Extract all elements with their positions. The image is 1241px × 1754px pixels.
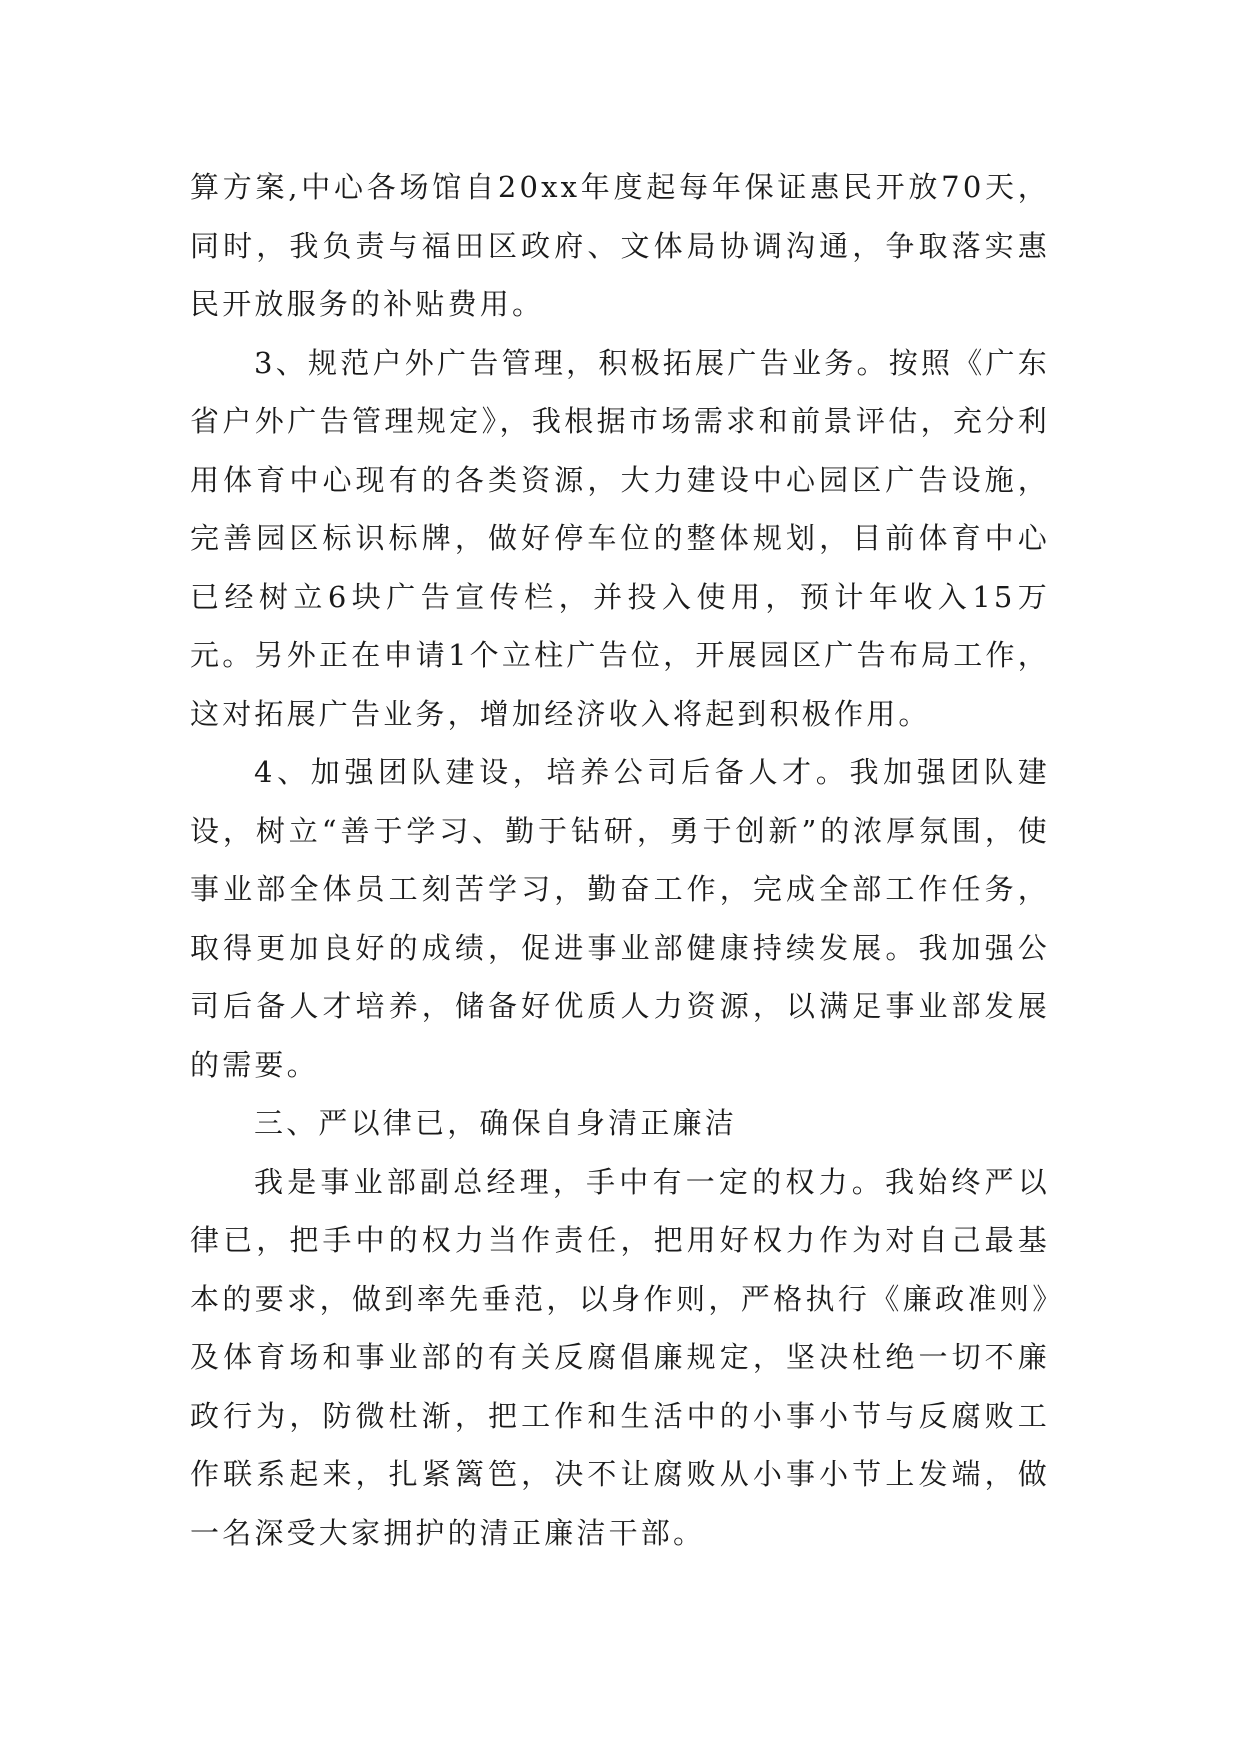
document-body [190,158,1050,1562]
paragraph-outdoor-advertising: 3、规范户外广告管理，积极拓展广告业务。按照《广东省户外广告管理规定》，我根据市场需求和前景评估，充分利用体育中心现有的各类资源，大力建设中心园区广告设施，完善园区标识标牌，做好停车位的整体规划，目前体育中心已经树立6块广告宣传栏，并投入使用，预计年收入15万元。另外正在申请1个立柱广告位，开展园区广告布局工作，这对拓展广告业务，增加经济收入将起到积极作用。 [190,345,1050,731]
section-heading-integrity: 三、严以律已，确保自身清正廉洁 [254,1106,738,1140]
paragraph-budget-continuation: 算方案,中心各场馆自20xx年度起每年保证惠民开放70天，同时，我负责与福田区政府、文体局协调沟通，争取落实惠民开放服务的补贴费用。 [190,170,1050,321]
paragraph-team-building: 4、加强团队建设，培养公司后备人才。我加强团队建设，树立“善于学习、勤于钻研，勇于创新”的浓厚氛围，使事业部全体员工刻苦学习，勤奋工作，完成全部工作任务，取得更加良好的成绩，促进事业部健康持续发展。我加强公司后备人才培养，储备好优质人力资源，以满足事业部发展的需要。 [190,755,1050,1082]
paragraph-integrity: 我是事业部副总经理，手中有一定的权力。我始终严以律已，把手中的权力当作责任，把用好权力作为对自己最基本的要求，做到率先垂范，以身作则，严格执行《廉政准则》及体育场和事业部的有关反腐倡廉规定，坚决杜绝一切不廉政行为，防微杜渐，把工作和生活中的小事小节与反腐败工作联系起来，扎紧篱笆，决不让腐败从小事小节上发端，做一名深受大家拥护的清正廉洁干部。 [190,1164,1050,1550]
